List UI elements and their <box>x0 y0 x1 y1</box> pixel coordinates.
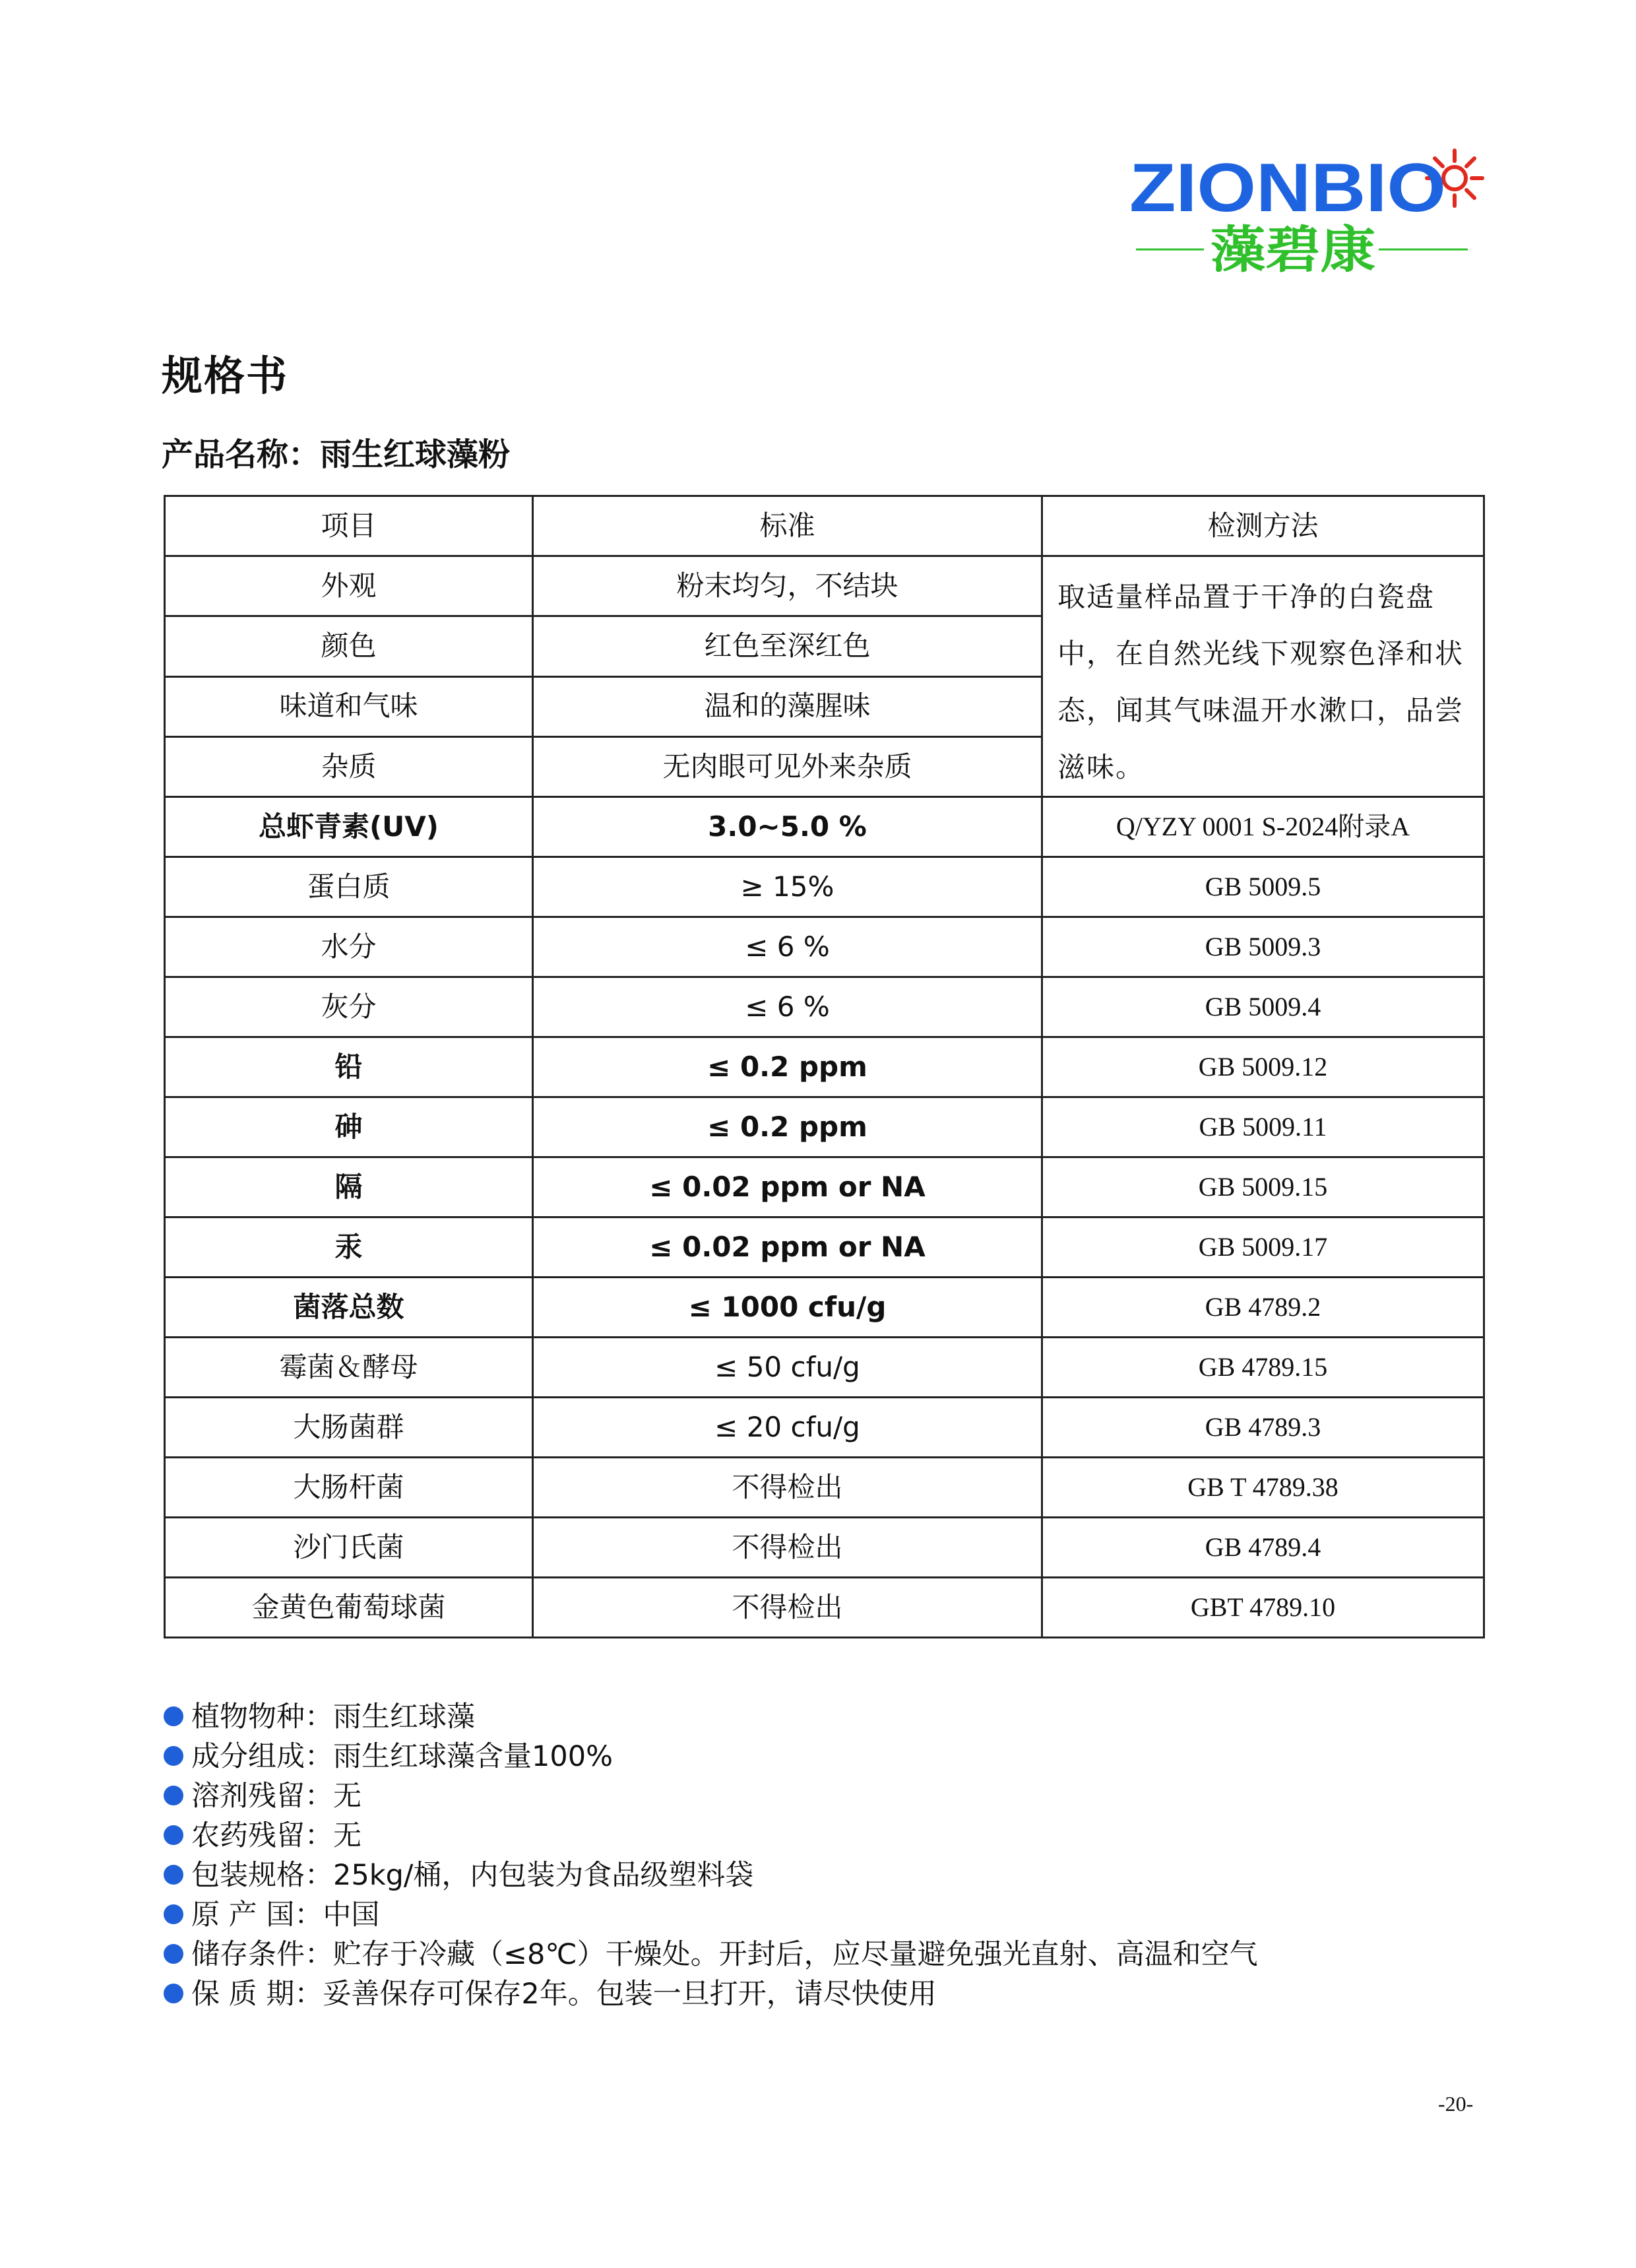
table-row <box>165 1458 1484 1518</box>
bullet-dot-icon <box>164 1904 183 1924</box>
row-method: GB 4789.3 <box>1042 1398 1484 1458</box>
zionbio-logo <box>1121 145 1491 277</box>
note-text: 保 质 期：妥善保存可保存2年。包装一旦打开，请尽快使用 <box>191 1978 937 2011</box>
note-text: 溶剂残留：无 <box>191 1780 362 1813</box>
row-standard: 不得检出 <box>533 1518 1042 1578</box>
note-item <box>164 1816 1258 1856</box>
table-header-row <box>165 496 1484 556</box>
row-method: GB 5009.11 <box>1042 1097 1484 1157</box>
table-row <box>165 1157 1484 1217</box>
bullet-dot-icon <box>164 1786 183 1805</box>
row-item: 总虾青素(UV) <box>165 797 533 857</box>
row-standard: 红色至深红色 <box>533 616 1042 676</box>
table-row <box>165 917 1484 977</box>
row-item: 砷 <box>165 1097 533 1157</box>
row-standard: 不得检出 <box>533 1578 1042 1638</box>
row-method: GB 5009.17 <box>1042 1217 1484 1278</box>
row-method: GB 5009.15 <box>1042 1157 1484 1217</box>
bullet-dot-icon <box>164 1706 183 1726</box>
bullet-dot-icon <box>164 1984 183 2003</box>
specification-table <box>164 495 1485 1638</box>
table-row <box>165 1097 1484 1157</box>
row-method: GB 5009.3 <box>1042 917 1484 977</box>
row-item: 味道和气味 <box>165 676 533 736</box>
row-standard: ≤ 1000 cfu/g <box>533 1278 1042 1338</box>
row-item: 霉菌＆酵母 <box>165 1338 533 1398</box>
row-item: 沙门氏菌 <box>165 1518 533 1578</box>
row-item: 灰分 <box>165 977 533 1037</box>
row-item: 铅 <box>165 1037 533 1097</box>
bullet-dot-icon <box>164 1944 183 1964</box>
row-method: GB 5009.4 <box>1042 977 1484 1037</box>
table-row <box>165 1338 1484 1398</box>
row-item: 外观 <box>165 556 533 616</box>
row-method: Q/YZY 0001 S-2024附录A <box>1042 797 1484 857</box>
row-standard: ≤ 0.2 ppm <box>533 1097 1042 1157</box>
note-item <box>164 1935 1258 1974</box>
table-row <box>165 1518 1484 1578</box>
note-text: 植物物种：雨生红球藻 <box>191 1701 475 1733</box>
row-item: 大肠菌群 <box>165 1398 533 1458</box>
row-item: 水分 <box>165 917 533 977</box>
row-item: 蛋白质 <box>165 857 533 917</box>
row-standard: ≥ 15% <box>533 857 1042 917</box>
note-text: 包装规格：25kg/桶，内包装为食品级塑料袋 <box>191 1859 754 1892</box>
note-item <box>164 1737 1258 1776</box>
row-method: GB T 4789.38 <box>1042 1458 1484 1518</box>
row-method: GBT 4789.10 <box>1042 1578 1484 1638</box>
row-standard: ≤ 50 cfu/g <box>533 1338 1042 1398</box>
header-item: 项目 <box>165 496 533 556</box>
note-item <box>164 1856 1258 1895</box>
row-method: GB 5009.12 <box>1042 1037 1484 1097</box>
row-standard: 粉末均匀，不结块 <box>533 556 1042 616</box>
page-number: -20- <box>1438 2092 1474 2116</box>
row-standard: ≤ 0.02 ppm or NA <box>533 1217 1042 1278</box>
bullet-dot-icon <box>164 1825 183 1845</box>
note-item <box>164 1697 1258 1737</box>
row-item: 大肠杆菌 <box>165 1458 533 1518</box>
note-item <box>164 1895 1258 1935</box>
note-item <box>164 1974 1258 2014</box>
document-title: 规格书 <box>162 352 289 400</box>
row-standard: 3.0~5.0 % <box>533 797 1042 857</box>
row-standard: 温和的藻腥味 <box>533 676 1042 736</box>
logo-chinese-name: 藻碧康 <box>1211 220 1375 277</box>
product-name: 产品名称：雨生红球藻粉 <box>162 436 511 473</box>
table-row <box>165 1278 1484 1338</box>
row-method: GB 4789.2 <box>1042 1278 1484 1338</box>
row-method: GB 5009.5 <box>1042 857 1484 917</box>
table-row <box>165 1398 1484 1458</box>
table-row <box>165 1217 1484 1278</box>
row-item: 杂质 <box>165 736 533 796</box>
logo-wordmark: ZIONBIO <box>1129 150 1446 226</box>
table-row <box>165 977 1484 1037</box>
row-item: 菌落总数 <box>165 1278 533 1338</box>
table-row <box>165 1037 1484 1097</box>
row-standard: 无肉眼可见外来杂质 <box>533 736 1042 796</box>
row-method: GB 4789.15 <box>1042 1338 1484 1398</box>
product-notes <box>164 1697 1258 2014</box>
table-row <box>165 556 1484 616</box>
note-text: 农药残留：无 <box>191 1819 362 1852</box>
row-standard: ≤ 6 % <box>533 977 1042 1037</box>
row-standard: ≤ 0.02 ppm or NA <box>533 1157 1042 1217</box>
row-item: 汞 <box>165 1217 533 1278</box>
note-text: 原 产 国：中国 <box>191 1898 380 1931</box>
row-item: 金黄色葡萄球菌 <box>165 1578 533 1638</box>
header-method: 检测方法 <box>1042 496 1484 556</box>
row-standard: ≤ 6 % <box>533 917 1042 977</box>
sensory-test-method: 取适量样品置于干净的白瓷盘中，在自然光线下观察色泽和状态，闻其气味温开水漱口，品尝滋味。 <box>1042 556 1484 797</box>
row-standard: 不得检出 <box>533 1458 1042 1518</box>
table-row <box>165 797 1484 857</box>
row-standard: ≤ 20 cfu/g <box>533 1398 1042 1458</box>
table-row <box>165 1578 1484 1638</box>
note-text: 成分组成：雨生红球藻含量100% <box>191 1740 613 1773</box>
header-standard: 标准 <box>533 496 1042 556</box>
bullet-dot-icon <box>164 1746 183 1766</box>
row-item: 颜色 <box>165 616 533 676</box>
row-method: GB 4789.4 <box>1042 1518 1484 1578</box>
note-text: 储存条件：贮存于冷藏（≤8℃）干燥处。开封后，应尽量避免强光直射、高温和空气 <box>191 1938 1258 1971</box>
row-item: 隔 <box>165 1157 533 1217</box>
note-item <box>164 1776 1258 1816</box>
table-row <box>165 857 1484 917</box>
row-standard: ≤ 0.2 ppm <box>533 1037 1042 1097</box>
bullet-dot-icon <box>164 1865 183 1885</box>
